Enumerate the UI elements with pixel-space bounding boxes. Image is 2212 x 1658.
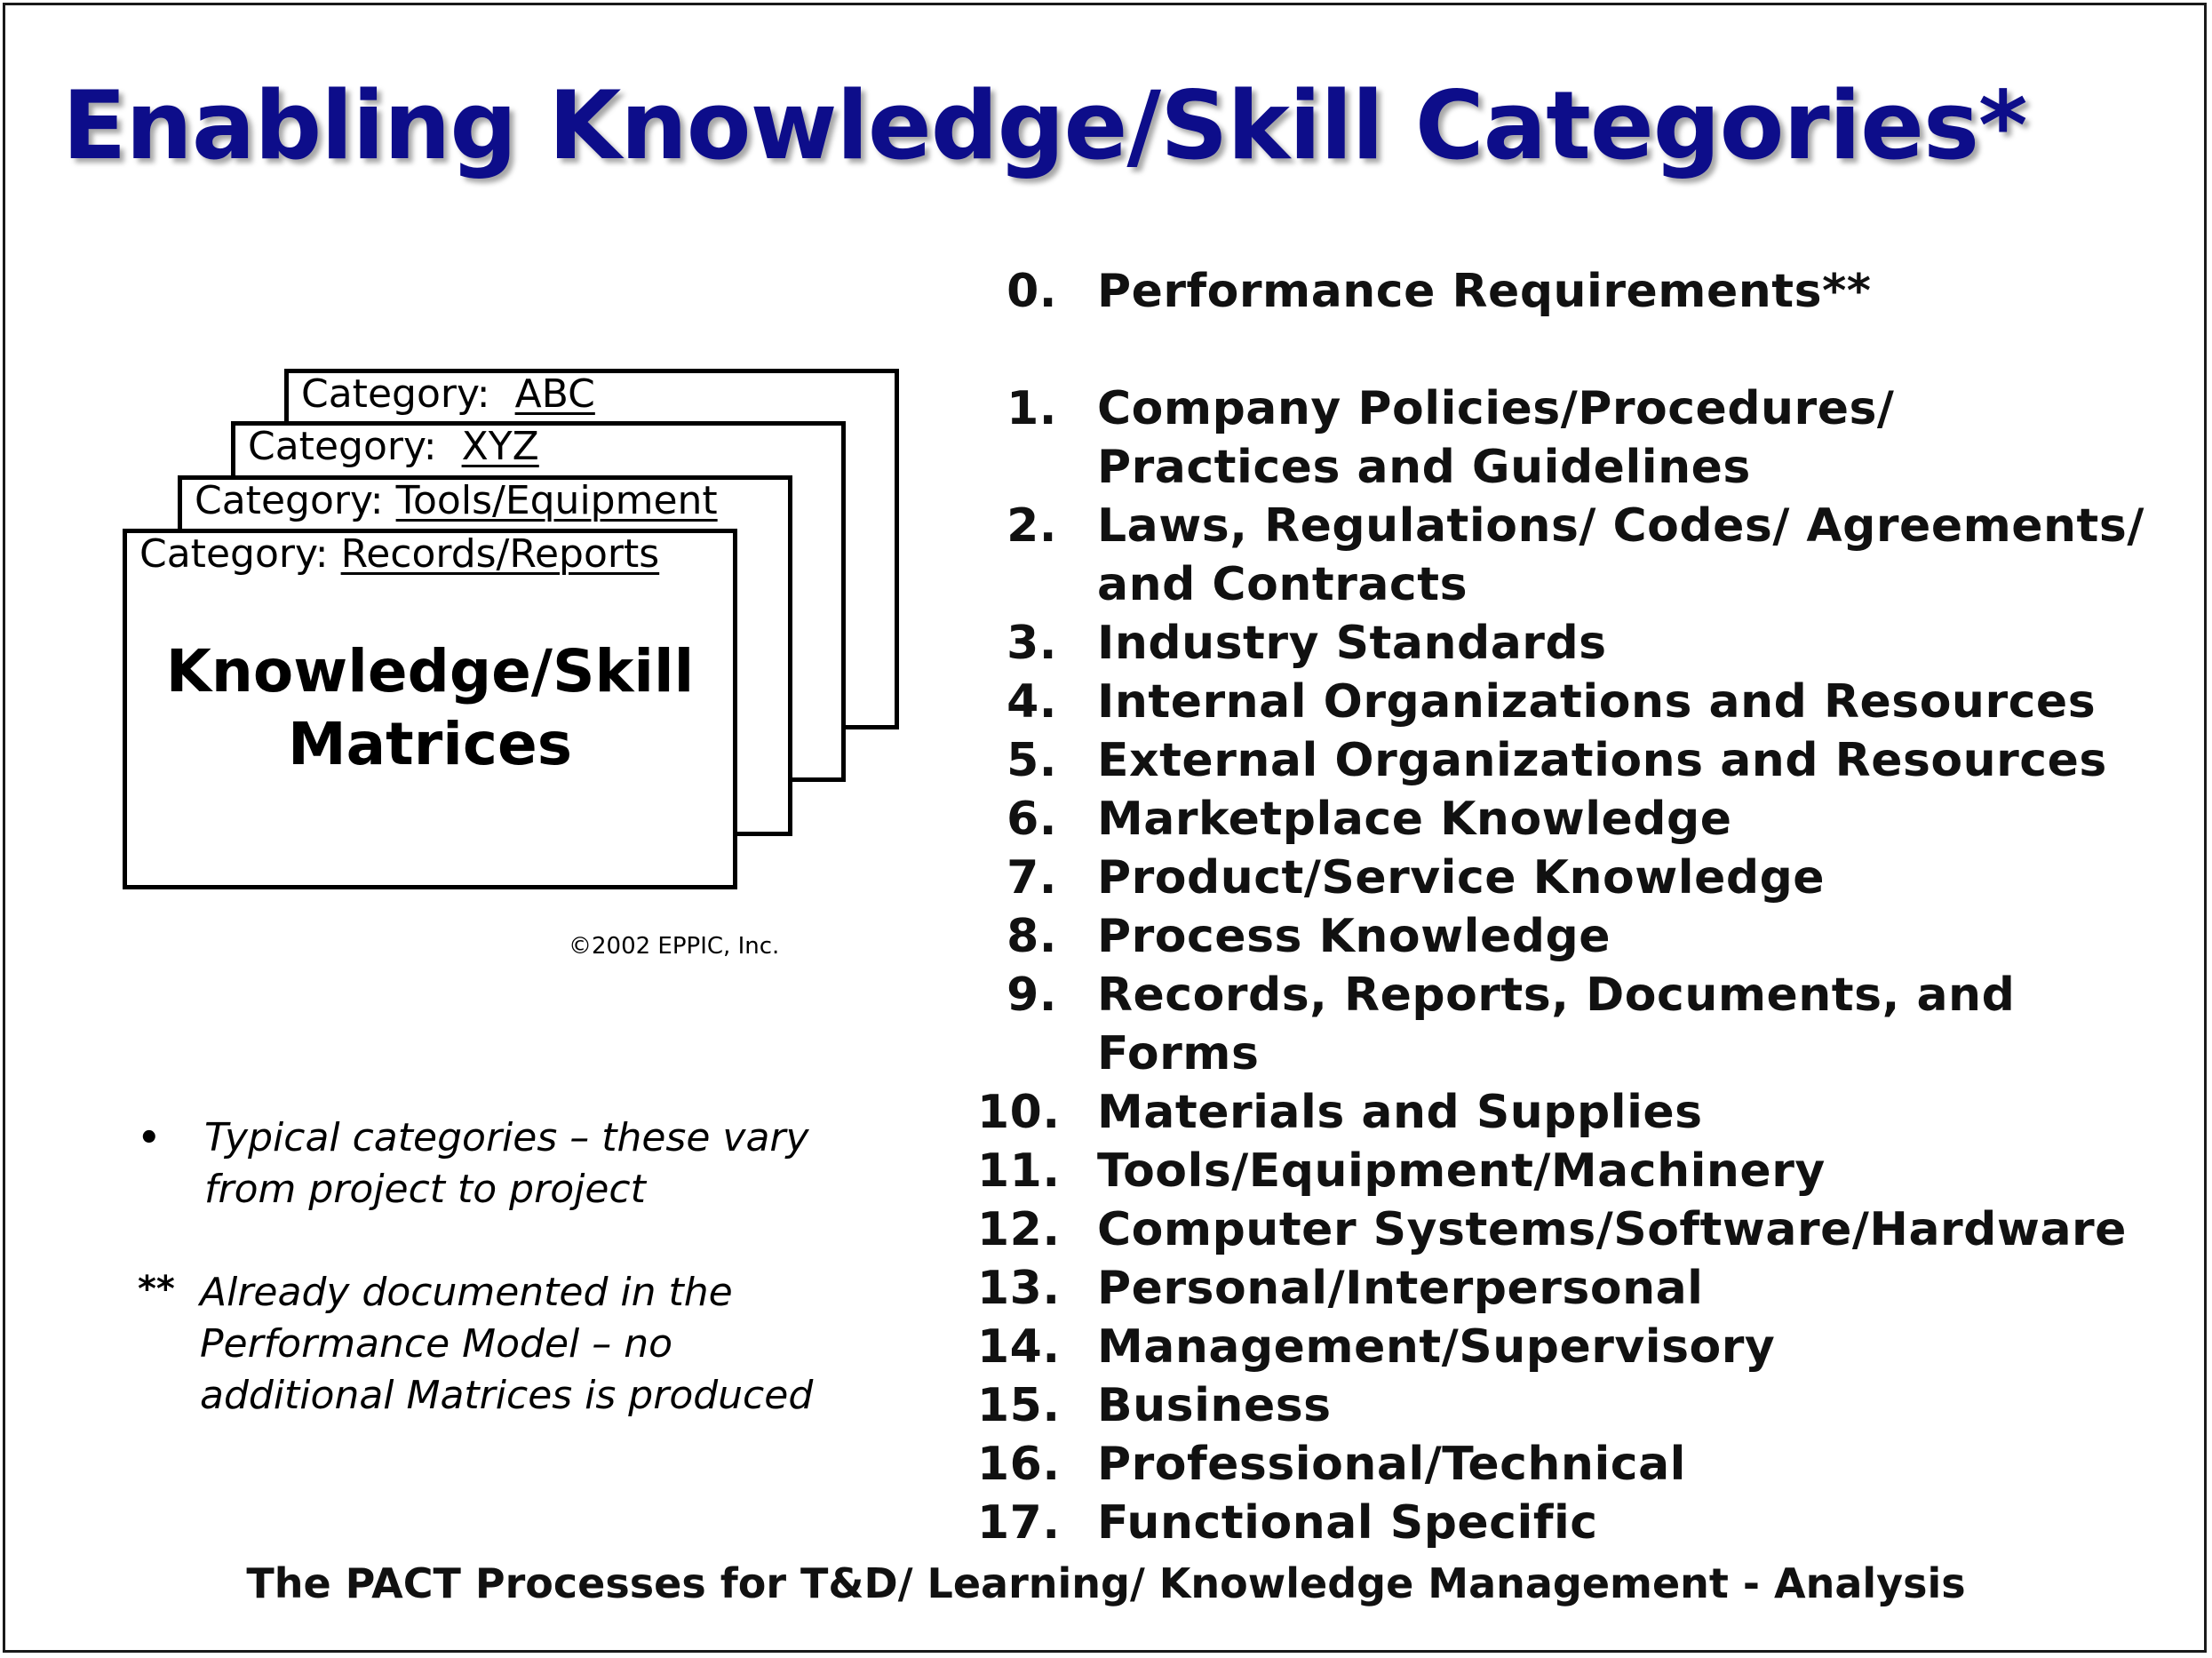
copyright-text: ©2002 EPPIC, Inc. [569, 933, 780, 960]
list-item [977, 1318, 2185, 1376]
item-number: 17. [977, 1496, 1061, 1550]
card-label-prefix: Category: [248, 424, 437, 469]
item-text: Company Policies/Procedures/ [1097, 382, 1895, 435]
item-text: Internal Organizations and Resources [1097, 675, 2097, 729]
note-line: Typical categories – these vary [204, 1115, 809, 1160]
item-number: 11. [977, 1144, 1061, 1198]
list-item [977, 1494, 2185, 1552]
item-number: 1. [1007, 382, 1057, 435]
card-label-prefix: Category: [139, 531, 329, 577]
item-text: Materials and Supplies [1097, 1086, 1703, 1139]
item-text: Professional/Technical [1097, 1438, 1687, 1491]
note-already-documented [200, 1267, 813, 1422]
card-label [248, 424, 539, 469]
list-item [977, 1142, 2185, 1200]
item-number: 10. [977, 1086, 1061, 1139]
list-item [977, 614, 2185, 673]
card-body-line: Knowledge/Skill [165, 637, 695, 705]
card-label-value: ABC [514, 371, 595, 417]
item-number: 8. [1007, 910, 1057, 963]
double-star-marker: ** [138, 1269, 175, 1310]
note-line: from project to project [204, 1167, 646, 1212]
card-label-prefix: Category: [195, 478, 384, 523]
item-number: 9. [1007, 968, 1057, 1022]
item-number: 3. [1007, 617, 1057, 670]
list-item [977, 1083, 2185, 1142]
card-body-title [127, 635, 733, 781]
item-text: Process Knowledge [1097, 910, 1611, 963]
item-text: and Contracts [1097, 558, 1468, 611]
item-number: 6. [1007, 793, 1057, 846]
card-body-line: Matrices [287, 710, 573, 778]
item-number: 2. [1007, 499, 1057, 553]
item-text: Records, Reports, Documents, and Forms [1097, 968, 2016, 1080]
card-label [195, 478, 718, 523]
list-item [977, 1376, 2185, 1435]
list-item [977, 1200, 2185, 1259]
item-number: 0. [1007, 265, 1057, 318]
item-number: 15. [977, 1379, 1061, 1432]
item-text: Performance Requirements** [1097, 265, 1872, 318]
list-item [977, 966, 2185, 1083]
category-list [977, 262, 2185, 1552]
list-item [977, 497, 2185, 614]
list-item [977, 262, 2185, 321]
item-text: Functional Specific [1097, 1496, 1598, 1550]
note-line: additional Matrices is produced [200, 1373, 814, 1418]
item-number: 7. [1007, 851, 1057, 905]
list-item [977, 790, 2185, 849]
item-text: Computer Systems/Software/Hardware [1097, 1203, 2127, 1256]
item-number: 14. [977, 1320, 1061, 1374]
item-text: Management/Supervisory [1097, 1320, 1776, 1374]
card-label-value: Tools/Equipment [395, 478, 718, 523]
item-text: Industry Standards [1097, 617, 1607, 670]
item-text: Product/Service Knowledge [1097, 851, 1826, 905]
footer-caption: The PACT Processes for T&D/ Learning/ Knowledge Management - Analysis [246, 1559, 1966, 1607]
list-item [977, 1435, 2185, 1494]
category-card-records-reports [123, 529, 737, 889]
item-number: 16. [977, 1438, 1061, 1491]
item-text: Personal/Interpersonal [1097, 1262, 1704, 1315]
item-number: 13. [977, 1262, 1061, 1315]
page-title: Enabling Knowledge/Skill Categories* [62, 71, 2027, 180]
list-item [977, 379, 2185, 497]
item-text: Tools/Equipment/Machinery [1097, 1144, 1826, 1198]
card-label-value: Records/Reports [340, 531, 660, 577]
item-text: External Organizations and Resources [1097, 734, 2107, 787]
bullet-marker: • [138, 1118, 161, 1159]
list-item [977, 849, 2185, 907]
list-item [977, 673, 2185, 731]
card-label-value: XYZ [461, 424, 539, 469]
list-item [977, 907, 2185, 966]
item-number: 5. [1007, 734, 1057, 787]
note-line: Already documented in the [200, 1270, 733, 1315]
item-text: Business [1097, 1379, 1332, 1432]
list-item [977, 731, 2185, 790]
card-label-prefix: Category: [301, 371, 490, 417]
note-typical-categories [204, 1112, 809, 1216]
item-number: 4. [1007, 675, 1057, 729]
item-text: Marketplace Knowledge [1097, 793, 1732, 846]
item-text: Laws, Regulations/ Codes/ Agreements/ [1097, 499, 2144, 553]
item-number: 12. [977, 1203, 1061, 1256]
list-item [977, 1259, 2185, 1318]
card-label [301, 371, 595, 417]
item-text: Practices and Guidelines [1097, 441, 1751, 494]
card-label [139, 531, 659, 577]
note-line: Performance Model – no [200, 1321, 673, 1367]
